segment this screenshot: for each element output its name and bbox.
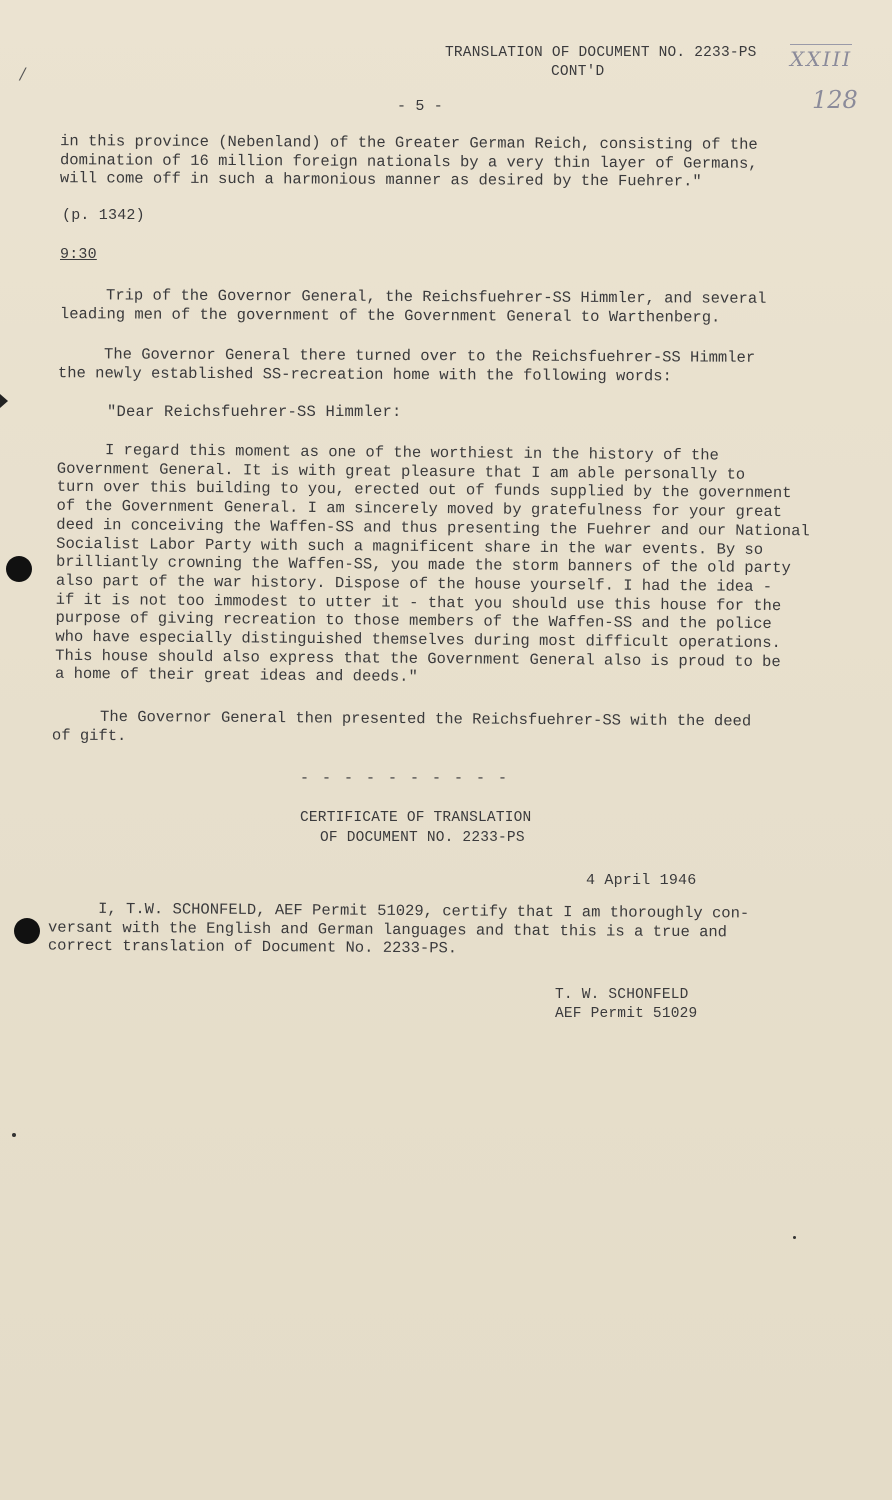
text-line: who have especially distinguished themselves during most difficult operations. (55, 627, 781, 653)
folio-mark: 128 (812, 86, 858, 114)
speck (793, 1236, 796, 1239)
volume-mark: XXIII (790, 44, 852, 71)
text-line: turn over this building to you, erected out of funds supplied by the government (56, 478, 792, 503)
paragraph-2 (60, 286, 767, 327)
margin-tick: / (20, 64, 26, 83)
paragraph-1 (60, 132, 758, 191)
text-line: The Governor General there turned over to the Reichsfuehrer-SS Himmler (104, 345, 756, 367)
paragraph-5 (52, 708, 751, 750)
text-line: Socialist Labor Party with such a magnificent share in the war events. By so (56, 534, 764, 559)
text-line: deed in conceiving the Waffen-SS and thus presenting the Fuehrer and our National (56, 515, 810, 541)
text-line: of gift. (51, 726, 127, 745)
text-line: This house should also express that the Government General also is proud to be (55, 646, 781, 671)
certificate-title: CERTIFICATE OF TRANSLATION (300, 810, 532, 826)
text-line: the newly established SS-recreation home with the following words: (57, 363, 672, 385)
text-line: if it is not too immodest to utter it - that you should use this house for the (55, 590, 782, 615)
punch-hole (14, 918, 40, 944)
time-heading: 9:30 (60, 246, 97, 263)
text-line: will come off in such a harmonious manner as desired by the Fuehrer." (59, 169, 702, 191)
text-line: leading men of the government of the Government General to Warthenberg. (59, 304, 721, 327)
text-line: in this province (Nebenland) of the Greater German Reich, consisting of the (60, 132, 758, 154)
page-reference: (p. 1342) (62, 207, 145, 224)
text-line: The Governor General then presented the Reichsfuehrer-SS with the deed (100, 707, 752, 731)
text-line: versant with the English and German languages and that this is a true and (47, 918, 728, 941)
text-line: I regard this moment as one of the worthiest in the history of the (104, 441, 719, 465)
text-line: purpose of giving recreation to those members of the Waffen-SS and the police (55, 609, 772, 634)
salutation: "Dear Reichsfuehrer-SS Himmler: (107, 403, 402, 421)
signature-name: T. W. SCHONFELD (555, 987, 689, 1003)
text-line: also part of the war history. Dispose of the house yourself. I had the idea - (55, 571, 773, 596)
speck (12, 1133, 16, 1137)
text-line: a home of their great ideas and deeds." (54, 665, 418, 687)
text-line: domination of 16 million foreign nationals by a very thin layer of Germans, (59, 150, 758, 173)
text-line: brilliantly crowning the Waffen-SS, you made the storm banners of the old party (55, 552, 791, 578)
certificate-date: 4 April 1946 (586, 872, 697, 889)
paragraph-3 (58, 345, 755, 386)
text-line: I, T.W. SCHONFELD, AEF Permit 51029, certify that I am thoroughly con- (98, 899, 750, 923)
margin-mark (0, 394, 8, 408)
continued-label: CONT'D (551, 64, 605, 80)
section-separator: - - - - - - - - - - (300, 770, 510, 787)
signature-permit: AEF Permit 51029 (555, 1006, 698, 1022)
text-line: Government General. It is with great pleasure that I am able personally to (56, 459, 746, 484)
speech-paragraph (55, 441, 811, 691)
punch-hole (6, 556, 32, 582)
certificate-subtitle: OF DOCUMENT NO. 2233-PS (320, 830, 525, 846)
document-title: TRANSLATION OF DOCUMENT NO. 2233-PS (445, 45, 757, 61)
text-line: Trip of the Governor General, the Reichsfuehrer-SS Himmler, and several (106, 286, 767, 308)
text-line: of the Government General. I am sincerely moved by gratefulness for your great (56, 496, 783, 522)
page-number: - 5 - (397, 98, 444, 115)
certificate-text (48, 900, 749, 960)
text-line: correct translation of Document No. 2233-PS. (47, 936, 458, 958)
